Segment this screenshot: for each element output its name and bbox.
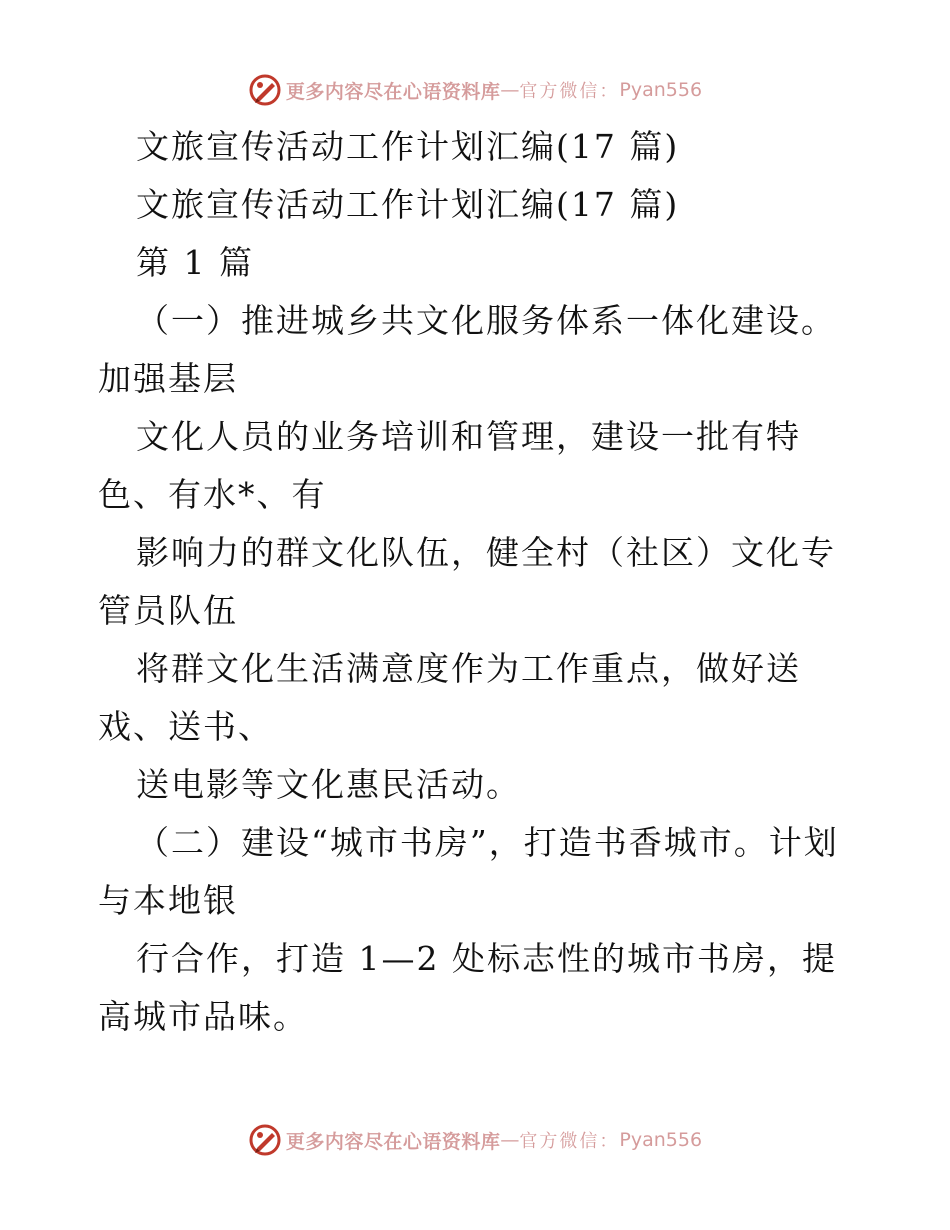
- banner-separator: —: [500, 1129, 520, 1151]
- pen-circle-logo-icon: [248, 1123, 282, 1157]
- doc-paragraph: （二）建设“城市书房”，打造书香城市。计划与本地银: [98, 823, 839, 920]
- banner-separator: —: [500, 79, 520, 101]
- banner-text: 更多内容尽在心语资料库: [285, 80, 501, 103]
- pen-circle-logo-icon: [248, 73, 282, 107]
- doc-paragraph: 将群文化生活满意度作为工作重点，做好送戏、送书、: [98, 649, 801, 746]
- doc-paragraph: （一）推进城乡共文化服务体系一体化建设。加强基层: [98, 301, 836, 398]
- doc-paragraph: 送电影等文化惠民活动。: [136, 765, 521, 804]
- footer-banner: [0, 1120, 950, 1160]
- doc-title-repeat: 文旅宣传活动工作计划汇编(17 篇): [136, 185, 680, 224]
- banner-wechat-id: Pyan556: [619, 1129, 703, 1151]
- doc-paragraph: 行合作，打造 1—2 处标志性的城市书房，提高城市品味。: [98, 939, 837, 1036]
- banner-text: 更多内容尽在心语资料库: [285, 1130, 501, 1153]
- doc-paragraph: 文化人员的业务培训和管理，建设一批有特色、有水*、有: [98, 417, 801, 514]
- doc-title: 文旅宣传活动工作计划汇编(17 篇): [136, 127, 680, 166]
- doc-section-heading: 第 1 篇: [136, 243, 254, 282]
- document-body: [98, 118, 858, 1046]
- doc-paragraph: 影响力的群文化队伍，健全村（社区）文化专管员队伍: [98, 533, 836, 630]
- banner-wechat-id: Pyan556: [619, 79, 703, 101]
- banner-official-label: 官方微信：: [519, 1131, 620, 1152]
- banner-official-label: 官方微信：: [519, 81, 620, 102]
- header-banner: [0, 70, 950, 110]
